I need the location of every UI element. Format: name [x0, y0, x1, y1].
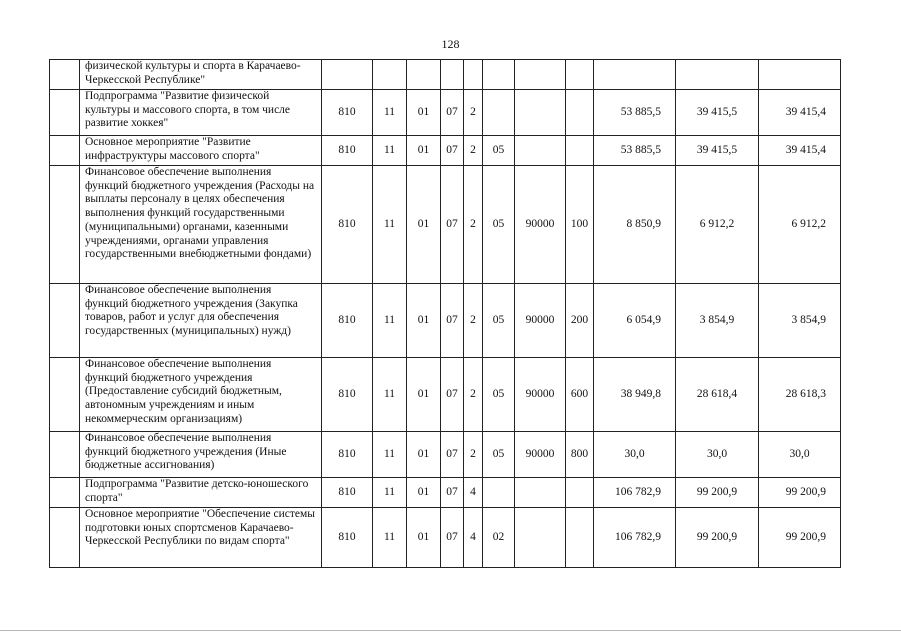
page-bottom-rule — [0, 630, 901, 631]
cell-csr-direction — [515, 60, 566, 90]
cell-sum-year-2: 39 415,5 — [676, 136, 759, 166]
row-name: физической культуры и спорта в Карачаево-Черкесской Республике" — [80, 60, 322, 90]
cell-sum-year-3: 3 854,9 — [759, 284, 841, 358]
cell-sum-year-2: 99 200,9 — [676, 478, 759, 508]
cell-pr — [407, 60, 441, 90]
cell-csr-subprogram: 2 — [464, 284, 483, 358]
cell-sum-year-3: 6 912,2 — [759, 166, 841, 284]
cell-rz: 11 — [373, 166, 407, 284]
cell-csr-measure: 02 — [483, 508, 515, 568]
row-name: Подпрограмма "Развитие физической культуры и массового спорта, в том числе развитие хоккея" — [80, 90, 322, 136]
cell-csr-direction — [515, 90, 566, 136]
cell-sum-year-3: 39 415,4 — [759, 90, 841, 136]
cell-csr-direction: 90000 — [515, 432, 566, 478]
cell-sum-year-1: 30,0 — [594, 432, 676, 478]
cell-sum-year-2 — [676, 60, 759, 90]
cell-csr-subprogram: 2 — [464, 90, 483, 136]
cell-csr-program: 07 — [441, 136, 464, 166]
table-row — [50, 60, 841, 90]
cell-rz: 11 — [373, 432, 407, 478]
cell-sum-year-3: 99 200,9 — [759, 478, 841, 508]
cell-pr: 01 — [407, 358, 441, 432]
cell-csr-program: 07 — [441, 432, 464, 478]
cell-sum-year-2: 3 854,9 — [676, 284, 759, 358]
row-name: Финансовое обеспечение выполнения функций бюджетного учреждения (Предоставление субсидий бюджетным, автономным учреждениям и иным некоммерческим организациям) — [80, 358, 322, 432]
cell-csr-direction: 90000 — [515, 358, 566, 432]
table-row — [50, 508, 841, 568]
cell-csr-direction — [515, 508, 566, 568]
cell-csr-subprogram: 2 — [464, 136, 483, 166]
cell-sum-year-1 — [594, 60, 676, 90]
cell-sum-year-1: 106 782,9 — [594, 508, 676, 568]
cell-csr-program: 07 — [441, 508, 464, 568]
cell-csr-measure — [483, 478, 515, 508]
table-row — [50, 284, 841, 358]
cell-csr-program — [441, 60, 464, 90]
cell-gr: 810 — [322, 478, 373, 508]
row-index-cell — [50, 358, 80, 432]
row-index-cell — [50, 432, 80, 478]
cell-gr — [322, 60, 373, 90]
cell-csr-program: 07 — [441, 478, 464, 508]
cell-vr — [566, 60, 594, 90]
cell-vr — [566, 136, 594, 166]
cell-sum-year-3: 99 200,9 — [759, 508, 841, 568]
table-row — [50, 90, 841, 136]
cell-csr-measure: 05 — [483, 166, 515, 284]
cell-sum-year-2: 99 200,9 — [676, 508, 759, 568]
cell-csr-measure: 05 — [483, 432, 515, 478]
cell-csr-direction — [515, 136, 566, 166]
row-index-cell — [50, 284, 80, 358]
cell-sum-year-3: 39 415,4 — [759, 136, 841, 166]
cell-sum-year-1: 53 885,5 — [594, 90, 676, 136]
row-index-cell — [50, 136, 80, 166]
row-index-cell — [50, 478, 80, 508]
cell-csr-program: 07 — [441, 284, 464, 358]
cell-vr: 600 — [566, 358, 594, 432]
table-row — [50, 432, 841, 478]
cell-csr-measure: 05 — [483, 136, 515, 166]
row-index-cell — [50, 60, 80, 90]
row-name: Основное мероприятие "Развитие инфраструктуры массового спорта" — [80, 136, 322, 166]
cell-csr-direction — [515, 478, 566, 508]
cell-csr-measure — [483, 90, 515, 136]
cell-rz: 11 — [373, 136, 407, 166]
cell-sum-year-2: 28 618,4 — [676, 358, 759, 432]
cell-rz — [373, 60, 407, 90]
row-name: Финансовое обеспечение выполнения функций бюджетного учреждения (Закупка товаров, работ и услуг для обеспечения государственных (муниципальных) нужд) — [80, 284, 322, 358]
cell-pr: 01 — [407, 478, 441, 508]
row-index-cell — [50, 166, 80, 284]
cell-rz: 11 — [373, 358, 407, 432]
cell-csr-direction: 90000 — [515, 166, 566, 284]
row-name: Основное мероприятие "Обеспечение системы подготовки юных спортсменов Карачаево-Черкесской Республики по видам спорта" — [80, 508, 322, 568]
cell-sum-year-2: 30,0 — [676, 432, 759, 478]
page-number: 128 — [441, 37, 460, 51]
cell-sum-year-1: 8 850,9 — [594, 166, 676, 284]
cell-vr — [566, 90, 594, 136]
cell-csr-subprogram: 2 — [464, 166, 483, 284]
cell-csr-measure — [483, 60, 515, 90]
cell-rz: 11 — [373, 478, 407, 508]
cell-rz: 11 — [373, 284, 407, 358]
row-index-cell — [50, 508, 80, 568]
cell-csr-subprogram — [464, 60, 483, 90]
cell-gr: 810 — [322, 166, 373, 284]
cell-gr: 810 — [322, 358, 373, 432]
cell-vr: 800 — [566, 432, 594, 478]
cell-sum-year-2: 6 912,2 — [676, 166, 759, 284]
cell-pr: 01 — [407, 284, 441, 358]
cell-sum-year-3: 28 618,3 — [759, 358, 841, 432]
cell-sum-year-2: 39 415,5 — [676, 90, 759, 136]
cell-rz: 11 — [373, 90, 407, 136]
cell-csr-measure: 05 — [483, 284, 515, 358]
cell-sum-year-1: 106 782,9 — [594, 478, 676, 508]
cell-csr-subprogram: 4 — [464, 508, 483, 568]
cell-pr: 01 — [407, 166, 441, 284]
cell-vr: 200 — [566, 284, 594, 358]
cell-gr: 810 — [322, 136, 373, 166]
row-name: Подпрограмма "Развитие детско-юношеского спорта" — [80, 478, 322, 508]
table-row — [50, 478, 841, 508]
cell-gr: 810 — [322, 508, 373, 568]
cell-csr-program: 07 — [441, 90, 464, 136]
cell-gr: 810 — [322, 90, 373, 136]
cell-pr: 01 — [407, 432, 441, 478]
row-name: Финансовое обеспечение выполнения функций бюджетного учреждения (Иные бюджетные ассигнования) — [80, 432, 322, 478]
row-index-cell — [50, 90, 80, 136]
table-row — [50, 358, 841, 432]
cell-pr: 01 — [407, 136, 441, 166]
table-row — [50, 166, 841, 284]
cell-sum-year-1: 53 885,5 — [594, 136, 676, 166]
table-row — [50, 136, 841, 166]
budget-table — [49, 59, 841, 568]
cell-vr — [566, 478, 594, 508]
budget-table-body — [50, 60, 841, 568]
cell-csr-measure: 05 — [483, 358, 515, 432]
cell-vr — [566, 508, 594, 568]
cell-rz: 11 — [373, 508, 407, 568]
cell-sum-year-1: 38 949,8 — [594, 358, 676, 432]
row-name: Финансовое обеспечение выполнения функций бюджетного учреждения (Расходы на выплаты персоналу в целях обеспечения выполнения функций государственными (муниципальными) органами, казенными учреждениями, органами управления государственными внебюджетными фондами) — [80, 166, 322, 284]
cell-csr-program: 07 — [441, 358, 464, 432]
cell-pr: 01 — [407, 508, 441, 568]
cell-sum-year-3 — [759, 60, 841, 90]
cell-sum-year-3: 30,0 — [759, 432, 841, 478]
cell-csr-subprogram: 4 — [464, 478, 483, 508]
cell-sum-year-1: 6 054,9 — [594, 284, 676, 358]
cell-csr-direction: 90000 — [515, 284, 566, 358]
cell-gr: 810 — [322, 284, 373, 358]
cell-csr-program: 07 — [441, 166, 464, 284]
cell-csr-subprogram: 2 — [464, 358, 483, 432]
cell-pr: 01 — [407, 90, 441, 136]
cell-gr: 810 — [322, 432, 373, 478]
cell-csr-subprogram: 2 — [464, 432, 483, 478]
cell-vr: 100 — [566, 166, 594, 284]
